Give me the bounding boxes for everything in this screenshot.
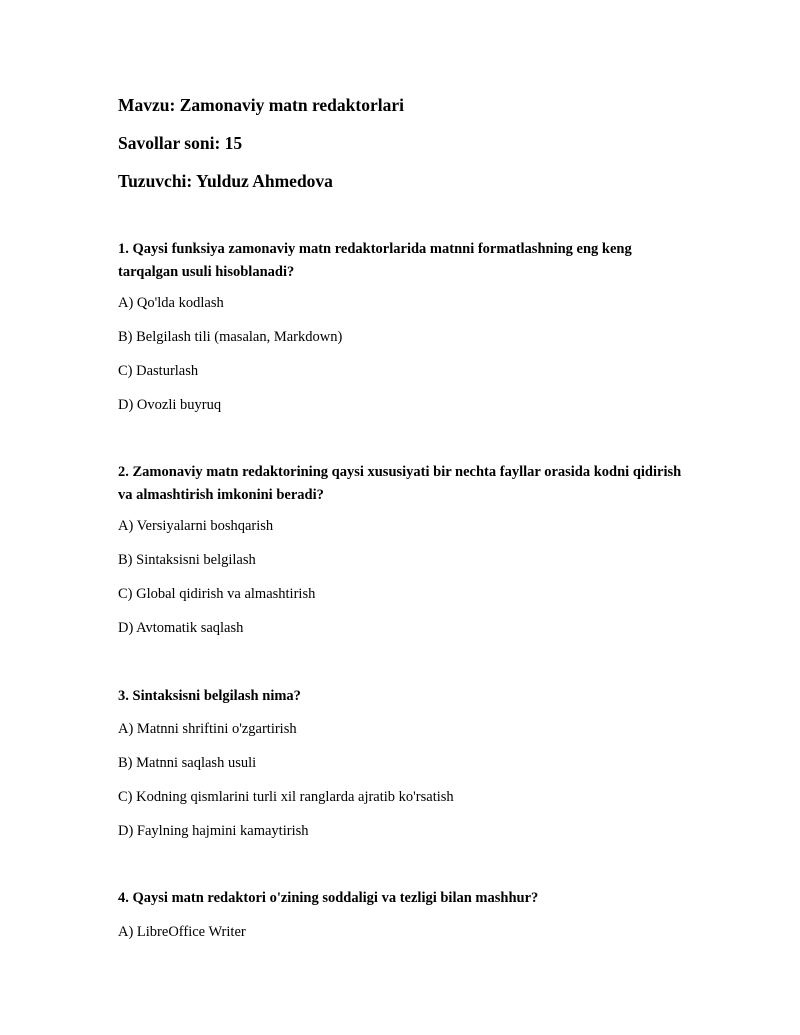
question-2-text: 2. Zamonaviy matn redaktorining qaysi xususiyati bir nechta fayllar orasida kodni qidirish va almashtirish imkonini beradi? [118,464,682,503]
question-2-option-a: A) Versiyalarni boshqarish [118,518,274,534]
question-1-option-c: C) Dasturlash [118,363,199,379]
question-3-option-b: B) Matnni saqlash usuli [118,755,257,771]
author-line: Tuzuvchi: Yulduz Ahmedova [118,171,333,191]
question-3-text: 3. Sintaksisni belgilash nima? [118,688,301,704]
question-3-option-a: A) Matnni shriftini o'zgartirish [118,721,297,737]
question-1-text: 1. Qaysi funksiya zamonaviy matn redaktorlarida matnni formatlashning eng keng tarqalgan usuli hisoblanadi? [118,241,632,280]
question-2-option-d: D) Avtomatik saqlash [118,620,244,636]
question-count: Savollar soni: 15 [118,133,243,153]
question-1-option-b: B) Belgilash tili (masalan, Markdown) [118,329,343,345]
question-1-option-d: D) Ovozli buyruq [118,397,222,413]
question-4-text: 4. Qaysi matn redaktori o'zining soddaligi va tezligi bilan mashhur? [118,890,539,906]
question-3-option-d: D) Faylning hajmini kamaytirish [118,823,309,839]
question-2-option-c: C) Global qidirish va almashtirish [118,586,316,602]
question-4-option-a: A) LibreOffice Writer [118,924,246,940]
question-2-option-b: B) Sintaksisni belgilash [118,552,256,568]
topic-heading: Mavzu: Zamonaviy matn redaktorlari [118,95,404,115]
question-1-option-a: A) Qo'lda kodlash [118,295,224,311]
question-3-option-c: C) Kodning qismlarini turli xil ranglarda ajratib ko'rsatish [118,789,454,805]
